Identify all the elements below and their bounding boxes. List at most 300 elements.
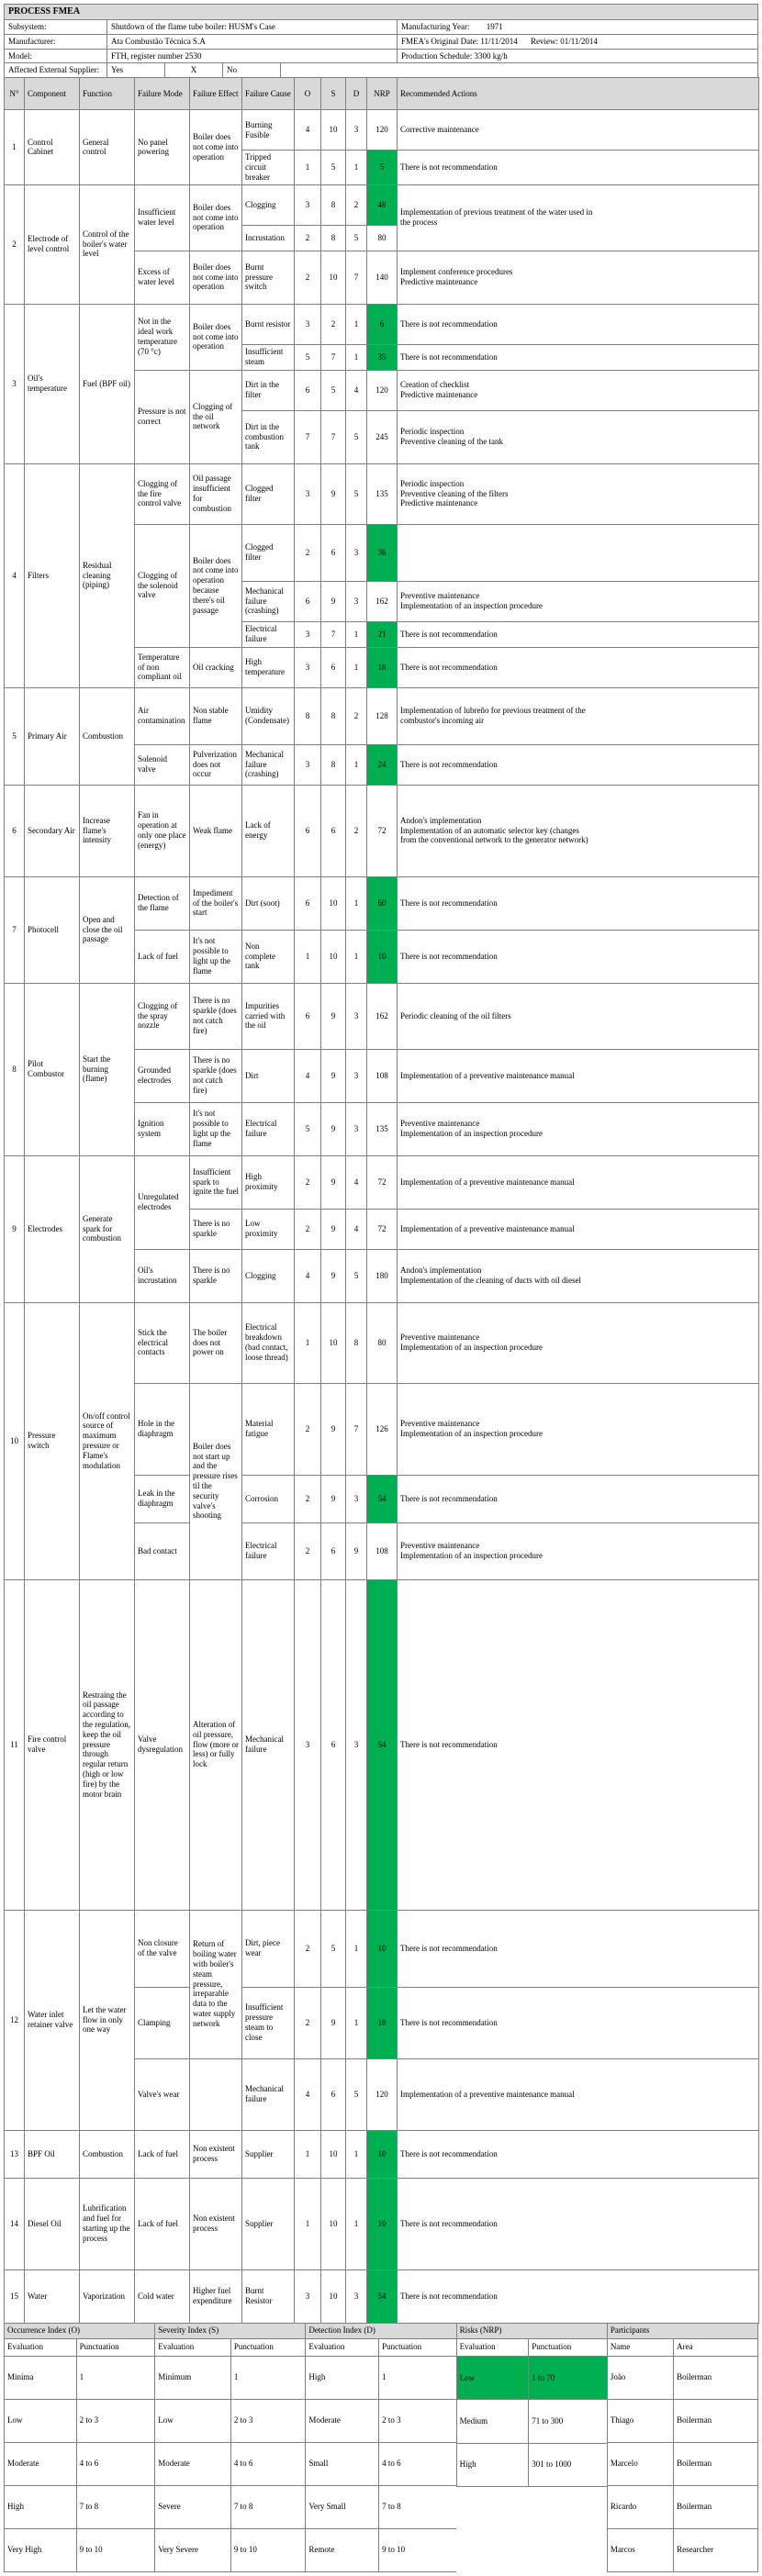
cell-nrp: 135	[367, 463, 398, 524]
cell-recommended-actions	[398, 1383, 759, 1475]
cell-recommended-actions	[398, 2130, 759, 2178]
legend-cell: Boilerman	[674, 2356, 758, 2399]
cell-nrp: 54	[367, 1579, 398, 1910]
cell-failure-effect: There is no sparkle	[190, 1209, 242, 1249]
legend-cell: 4 to 6	[379, 2442, 456, 2485]
cell-o: 4	[295, 1049, 321, 1102]
fmea-row	[5, 876, 759, 930]
cell-n: 13	[5, 2130, 25, 2178]
cell-o: 6	[295, 581, 321, 621]
cell-nrp: 54	[367, 1475, 398, 1522]
cell-recommended-actions	[398, 1475, 759, 1522]
cell-d: 1	[346, 621, 367, 647]
cell-failure-effect: Pulverization does not occur	[190, 744, 242, 785]
cell-function: Residual cleaning (piping)	[80, 463, 135, 687]
cell-failure-mode: Detection of the flame	[135, 876, 190, 930]
cell-d: 3	[346, 983, 367, 1049]
legend-subheader: Punctuation	[529, 2338, 608, 2356]
cell-nrp: 126	[367, 1383, 398, 1475]
cell-s: 10	[321, 2130, 346, 2178]
cell-o: 6	[295, 983, 321, 1049]
fmea-row	[5, 304, 759, 344]
cell-failure-cause: Electrical failure	[242, 1522, 295, 1579]
fmea-row	[5, 1910, 759, 1987]
cell-nrp: 35	[367, 344, 398, 370]
legend-cell: 9 to 10	[76, 2528, 155, 2571]
cell-failure-cause: Dirt in the filter	[242, 370, 295, 410]
cell-failure-mode: Clogging of the fire control valve	[135, 463, 190, 524]
cell-failure-effect: There is no sparkle (does not catch fire)	[190, 1049, 242, 1102]
legend-subheader: Evaluation	[155, 2338, 231, 2356]
recommended-action-text: Periodic inspection Preventive cleaning of the tank	[400, 427, 503, 447]
cell-failure-mode: Unregulated electrodes	[135, 1155, 190, 1249]
cell-s: 10	[321, 2178, 346, 2269]
recommended-action-text: Preventive maintenance Implementation of an inspection procedure	[400, 1419, 543, 1439]
cell-d: 1	[346, 344, 367, 370]
cell-component: Primary Air	[25, 687, 80, 785]
cell-o: 2	[295, 524, 321, 581]
cell-failure-mode: Excess of water level	[135, 251, 190, 304]
legend-cell: 4 to 6	[76, 2442, 155, 2485]
cell-o: 3	[295, 647, 321, 687]
cell-nrp: 54	[367, 2269, 398, 2323]
cell-o: 4	[295, 2058, 321, 2130]
legend-cell: Small	[306, 2442, 379, 2485]
production-schedule-label: Production Schedule:	[401, 50, 473, 61]
cell-failure-mode: Lack of fuel	[135, 930, 190, 983]
cell-failure-cause: High temperature	[242, 647, 295, 687]
legend-title: Participants	[607, 2323, 757, 2338]
subsystem-value: Shutdown of the flame tube boiler: HUSM's Case	[106, 19, 398, 35]
cell-o: 2	[295, 1910, 321, 1987]
cell-d: 5	[346, 1249, 367, 1302]
cell-o: 2	[295, 1522, 321, 1579]
recommended-action-text: There is not recommendation	[400, 898, 498, 908]
header-row-manufacturer	[4, 34, 758, 50]
cell-s: 9	[321, 1987, 346, 2058]
legend-cell: 4 to 6	[230, 2442, 306, 2485]
cell-component: Filters	[25, 463, 80, 687]
cell-failure-effect: Boiler does not come into operation	[190, 251, 242, 304]
cell-failure-effect: Non existent process	[190, 2130, 242, 2178]
original-date-field	[397, 34, 758, 50]
cell-d: 2	[346, 687, 367, 744]
cell-recommended-actions	[398, 370, 759, 410]
cell-d: 9	[346, 1522, 367, 1579]
cell-n: 9	[5, 1155, 25, 1302]
recommended-action-text: Implementation of a preventive maintenance manual	[400, 1176, 575, 1187]
cell-failure-cause: Dirt in the combustion tank	[242, 410, 295, 463]
cell-function: Combustion	[80, 2130, 135, 2178]
cell-nrp: 21	[367, 621, 398, 647]
cell-nrp: 135	[367, 1102, 398, 1155]
cell-failure-effect: It's not possible to light up the flame	[190, 930, 242, 983]
cell-s: 8	[321, 744, 346, 785]
cell-failure-cause: Dirt	[242, 1049, 295, 1102]
cell-nrp: 72	[367, 1209, 398, 1249]
cell-nrp: 10	[367, 2178, 398, 2269]
cell-component: Electrode of level control	[25, 184, 80, 304]
legend-cell: Marcelo	[607, 2442, 673, 2485]
cell-n: 6	[5, 785, 25, 876]
cell-failure-effect: Non stable flame	[190, 687, 242, 744]
cell-d: 8	[346, 1302, 367, 1383]
recommended-action-text: There is not recommendation	[400, 1493, 498, 1503]
cell-function: On/off control source of maximum pressure or Flame's modulation	[80, 1302, 135, 1579]
legend-cell: 2 to 3	[379, 2399, 456, 2442]
cell-function: General control	[80, 110, 135, 184]
recommended-action-text: Creation of checklist Predictive maintenance	[400, 380, 478, 400]
legend-cell: Marcos	[607, 2528, 673, 2571]
legend-cell: 7 to 8	[379, 2485, 456, 2528]
cell-failure-effect: Higher fuel expenditure	[190, 2269, 242, 2323]
cell-failure-effect: It's not possible to light up the flame	[190, 1102, 242, 1155]
cell-failure-mode: Valve dysregulation	[135, 1579, 190, 1910]
legend-cell: Boilerman	[674, 2399, 758, 2442]
cell-failure-mode: Clogging of the spray nozzle	[135, 983, 190, 1049]
legend-cell: Very Small	[306, 2485, 379, 2528]
cell-d: 7	[346, 1383, 367, 1475]
cell-recommended-actions	[398, 304, 759, 344]
cell-nrp: 36	[367, 524, 398, 581]
cell-function: Increase flame's intensity	[80, 785, 135, 876]
cell-s: 9	[321, 1249, 346, 1302]
cell-recommended-actions	[398, 1987, 759, 2058]
cell-o: 3	[295, 1579, 321, 1910]
cell-o: 1	[295, 2178, 321, 2269]
page-title: PROCESS FMEA	[4, 4, 758, 20]
cell-recommended-actions	[398, 1049, 759, 1102]
cell-component: Electrodes	[25, 1155, 80, 1302]
cell-d: 3	[346, 1475, 367, 1522]
cell-failure-cause: Mechanical failure	[242, 1579, 295, 1910]
cell-s: 9	[321, 1475, 346, 1522]
cell-s: 7	[321, 344, 346, 370]
cell-component: Photocell	[25, 876, 80, 983]
cell-failure-effect: There is no sparkle	[190, 1249, 242, 1302]
cell-failure-cause: Burnt resistor	[242, 304, 295, 344]
cell-s: 9	[321, 1209, 346, 1249]
cell-nrp: 10	[367, 930, 398, 983]
recommended-action-text: There is not recommendation	[400, 1943, 498, 1953]
cell-failure-mode: Hole in the diaphragm	[135, 1383, 190, 1475]
cell-nrp: 162	[367, 581, 398, 621]
cell-s: 6	[321, 1579, 346, 1910]
cell-nrp: 72	[367, 785, 398, 876]
cell-nrp: 162	[367, 983, 398, 1049]
cell-d: 4	[346, 1155, 367, 1209]
cell-s: 5	[321, 370, 346, 410]
cell-failure-cause: Incrustation	[242, 225, 295, 251]
cell-recommended-actions	[398, 1102, 759, 1155]
cell-component: Pilot Combustor	[25, 983, 80, 1155]
cell-recommended-actions	[398, 876, 759, 930]
recommended-action-text: Preventive maintenance Implementation of an inspection procedure	[400, 1119, 543, 1139]
cell-failure-cause: Burnt pressure switch	[242, 251, 295, 304]
recommended-action-text: Preventive maintenance Implementation of an inspection procedure	[400, 1333, 543, 1353]
cell-failure-effect: Boiler does not come into operation	[190, 304, 242, 370]
cell-recommended-actions	[398, 1209, 759, 1249]
cell-s: 6	[321, 1522, 346, 1579]
legend-cell: Minimum	[155, 2356, 231, 2399]
cell-recommended-actions	[398, 930, 759, 983]
cell-recommended-actions	[398, 1302, 759, 1383]
column-header-failure-effect: Failure Effect	[190, 78, 242, 110]
legend-cell: 1	[76, 2356, 155, 2399]
legend-subheader: Evaluation	[306, 2338, 379, 2356]
cell-o: 2	[295, 1209, 321, 1249]
recommended-action-text: There is not recommendation	[400, 2218, 498, 2228]
cell-recommended-actions	[398, 2058, 759, 2130]
legend-cell: 2 to 3	[76, 2399, 155, 2442]
cell-nrp: 6	[367, 304, 398, 344]
cell-d: 1	[346, 2130, 367, 2178]
header-row-subsystem	[4, 19, 758, 35]
cell-failure-effect: Alteration of oil pressure, flow (more or less) or fully lock	[190, 1579, 242, 1910]
manufacturer-value: Ata Combustão Técnica S.A	[106, 34, 398, 50]
supplier-mark: X	[164, 62, 223, 78]
legend-cell: Moderate	[5, 2442, 77, 2485]
cell-recommended-actions	[398, 647, 759, 687]
legend-cell: Very Severe	[155, 2528, 231, 2571]
cell-nrp: 120	[367, 370, 398, 410]
cell-s: 6	[321, 647, 346, 687]
cell-failure-cause: Clogged filter	[242, 524, 295, 581]
cell-o: 5	[295, 344, 321, 370]
recommended-action-text: Implement conference procedures Predictive maintenance	[400, 267, 513, 287]
cell-nrp: 48	[367, 184, 398, 225]
legend-cell: Severe	[155, 2485, 231, 2528]
manufacturing-year-label: Manufacturing Year:	[401, 22, 470, 31]
cell-o: 2	[295, 251, 321, 304]
legend-cell: 71 to 300	[529, 2400, 608, 2443]
cell-failure-cause: High proximity	[242, 1155, 295, 1209]
cell-o: 2	[295, 1475, 321, 1522]
cell-nrp: 80	[367, 1302, 398, 1383]
cell-failure-mode: No panel powering	[135, 110, 190, 184]
recommended-action-text: Corrective maintenance	[400, 125, 479, 135]
recommended-action-text: Periodic cleaning of the oil filters	[400, 1010, 511, 1020]
cell-o: 1	[295, 2130, 321, 2178]
cell-s: 9	[321, 1102, 346, 1155]
fmea-row	[5, 2130, 759, 2178]
cell-failure-effect: Clogging of the oil network	[190, 370, 242, 463]
legend-subheader: Name	[607, 2338, 673, 2356]
cell-failure-cause: Insufficient steam	[242, 344, 295, 370]
cell-d: 3	[346, 110, 367, 151]
cell-failure-cause: Clogging	[242, 184, 295, 225]
cell-function: Control of the boiler's water level	[80, 184, 135, 304]
legend-cell: Very High	[5, 2528, 77, 2571]
cell-component: BPF Oil	[25, 2130, 80, 2178]
legend-section	[4, 2323, 758, 2572]
cell-d: 3	[346, 581, 367, 621]
cell-failure-mode: Grounded electrodes	[135, 1049, 190, 1102]
recommended-action-text: There is not recommendation	[400, 2148, 498, 2158]
cell-failure-cause: Umidity (Condensate)	[242, 687, 295, 744]
fmea-table-body	[5, 110, 759, 2323]
original-date-value: 11/11/2014	[480, 36, 518, 46]
cell-failure-cause: Electrical breakdown (bad contact, loose thread)	[242, 1302, 295, 1383]
cell-d: 1	[346, 1987, 367, 2058]
cell-nrp: 140	[367, 251, 398, 304]
cell-failure-mode: Air contamination	[135, 687, 190, 744]
cell-d: 5	[346, 410, 367, 463]
cell-o: 7	[295, 410, 321, 463]
cell-component: Fire control valve	[25, 1579, 80, 1910]
cell-d: 5	[346, 2058, 367, 2130]
cell-d: 1	[346, 2178, 367, 2269]
cell-failure-effect: Oil cracking	[190, 647, 242, 687]
cell-d: 5	[346, 463, 367, 524]
legend-subheader: Evaluation	[456, 2338, 529, 2356]
cell-nrp: 10	[367, 1910, 398, 1987]
recommended-action-text: There is not recommendation	[400, 351, 498, 362]
legend-cell: Researcher	[674, 2528, 758, 2571]
legend-cell: Medium	[456, 2400, 529, 2443]
legend-title: Occurrence Index (O)	[5, 2323, 155, 2338]
cell-nrp: 80	[367, 225, 398, 251]
cell-o: 6	[295, 370, 321, 410]
cell-s: 10	[321, 2269, 346, 2323]
cell-d: 4	[346, 370, 367, 410]
cell-component: Diesel Oil	[25, 2178, 80, 2269]
legend-cell: 9 to 10	[379, 2528, 456, 2571]
cell-failure-mode: Oil's incrustation	[135, 1249, 190, 1302]
cell-o: 2	[295, 1155, 321, 1209]
original-date-label: FMEA's Original Date:	[401, 36, 479, 46]
cell-failure-mode: Clogging of the solenoid valve	[135, 524, 190, 647]
cell-nrp: 128	[367, 687, 398, 744]
cell-function: Fuel (BPF oil)	[80, 304, 135, 463]
legend-cell: Moderate	[155, 2442, 231, 2485]
cell-o: 1	[295, 151, 321, 184]
cell-s: 7	[321, 410, 346, 463]
recommended-action-text: Implementation of a preventive maintenance manual	[400, 1070, 575, 1080]
cell-failure-mode: Stick the electrical contacts	[135, 1302, 190, 1383]
legend-cell: João	[607, 2356, 673, 2399]
fmea-row	[5, 785, 759, 876]
cell-recommended-actions	[398, 1522, 759, 1579]
legend-cell: Low	[155, 2399, 231, 2442]
cell-nrp: 108	[367, 1522, 398, 1579]
cell-s: 6	[321, 785, 346, 876]
cell-s: 2	[321, 304, 346, 344]
cell-nrp: 72	[367, 1155, 398, 1209]
legend-cell: 7 to 8	[76, 2485, 155, 2528]
cell-failure-cause: Dirt, piece wear	[242, 1910, 295, 1987]
cell-s: 5	[321, 151, 346, 184]
cell-o: 3	[295, 304, 321, 344]
review-value: 01/11/2014	[560, 36, 598, 46]
fmea-row	[5, 463, 759, 524]
cell-nrp: 10	[367, 2130, 398, 2178]
production-schedule-value: 3300 kg/h	[474, 50, 508, 61]
header-row-model	[4, 49, 758, 64]
cell-o: 3	[295, 621, 321, 647]
recommended-action-text: Implementation of a preventive maintenance manual	[400, 2089, 575, 2099]
recommended-action-text: There is not recommendation	[400, 1739, 498, 1749]
cell-s: 9	[321, 983, 346, 1049]
cell-n: 11	[5, 1579, 25, 1910]
cell-s: 9	[321, 1049, 346, 1102]
cell-recommended-actions	[398, 410, 759, 463]
legend-subheader: Punctuation	[379, 2338, 456, 2356]
cell-failure-effect: Impediment of the boiler's start	[190, 876, 242, 930]
cell-component: Oil's temperature	[25, 304, 80, 463]
cell-s: 10	[321, 1302, 346, 1383]
supplier-row-filler	[280, 62, 758, 78]
legend-table-1	[154, 2323, 306, 2572]
cell-failure-mode: Lack of fuel	[135, 2130, 190, 2178]
cell-s: 9	[321, 1155, 346, 1209]
legend-cell: 1 to 70	[529, 2356, 608, 2399]
cell-o: 2	[295, 225, 321, 251]
cell-o: 3	[295, 744, 321, 785]
cell-s: 10	[321, 876, 346, 930]
manufacturer-label: Manufacturer:	[4, 34, 107, 50]
cell-s: 10	[321, 930, 346, 983]
cell-recommended-actions	[398, 2178, 759, 2269]
cell-nrp: 18	[367, 647, 398, 687]
cell-s: 5	[321, 1910, 346, 1987]
cell-s: 6	[321, 524, 346, 581]
cell-n: 14	[5, 2178, 25, 2269]
cell-failure-mode: Fan in operation at only one place (energy)	[135, 785, 190, 876]
cell-recommended-actions	[398, 151, 759, 184]
legend-cell: Low	[5, 2399, 77, 2442]
fmea-row	[5, 1579, 759, 1910]
cell-nrp: 180	[367, 1249, 398, 1302]
model-label: Model:	[4, 49, 107, 64]
cell-nrp: 5	[367, 151, 398, 184]
cell-failure-effect: Insufficient spark to ignite the fuel	[190, 1155, 242, 1209]
cell-nrp: 245	[367, 410, 398, 463]
cell-recommended-actions	[398, 581, 759, 621]
cell-d: 1	[346, 304, 367, 344]
column-header-recommended-actions: Recommended Actions	[398, 78, 759, 110]
legend-table-4	[607, 2323, 758, 2572]
cell-recommended-actions	[398, 110, 759, 151]
legend-table-0	[4, 2323, 155, 2572]
fmea-row	[5, 1155, 759, 1209]
legend-table-3	[456, 2323, 608, 2572]
recommended-action-text: Implementation of previous treatment of the water used in the process	[400, 207, 593, 228]
cell-nrp: 120	[367, 110, 398, 151]
legend-cell: 1	[379, 2356, 456, 2399]
cell-s: 9	[321, 463, 346, 524]
cell-o: 4	[295, 110, 321, 151]
fmea-row	[5, 110, 759, 151]
legend-cell: 2 to 3	[230, 2399, 306, 2442]
legend-cell: Boilerman	[674, 2442, 758, 2485]
cell-failure-cause: Low proximity	[242, 1209, 295, 1249]
recommended-action-text: Periodic inspection Preventive cleaning of the filters Predictive maintenance	[400, 478, 509, 508]
cell-failure-cause: Mechanical failure	[242, 2058, 295, 2130]
cell-d: 3	[346, 2269, 367, 2323]
fmea-row	[5, 184, 759, 225]
cell-failure-effect: Boiler does not start up and the pressure rises til the security valve's shooting	[190, 1383, 242, 1579]
cell-failure-cause: Dirt (soot)	[242, 876, 295, 930]
cell-d: 5	[346, 225, 367, 251]
cell-failure-cause: Lack of energy	[242, 785, 295, 876]
cell-failure-effect: The boiler does not power on	[190, 1302, 242, 1383]
cell-function: Combustion	[80, 687, 135, 785]
cell-n: 3	[5, 304, 25, 463]
cell-failure-cause: Corrosion	[242, 1475, 295, 1522]
cell-d: 3	[346, 1102, 367, 1155]
cell-recommended-actions	[398, 344, 759, 370]
